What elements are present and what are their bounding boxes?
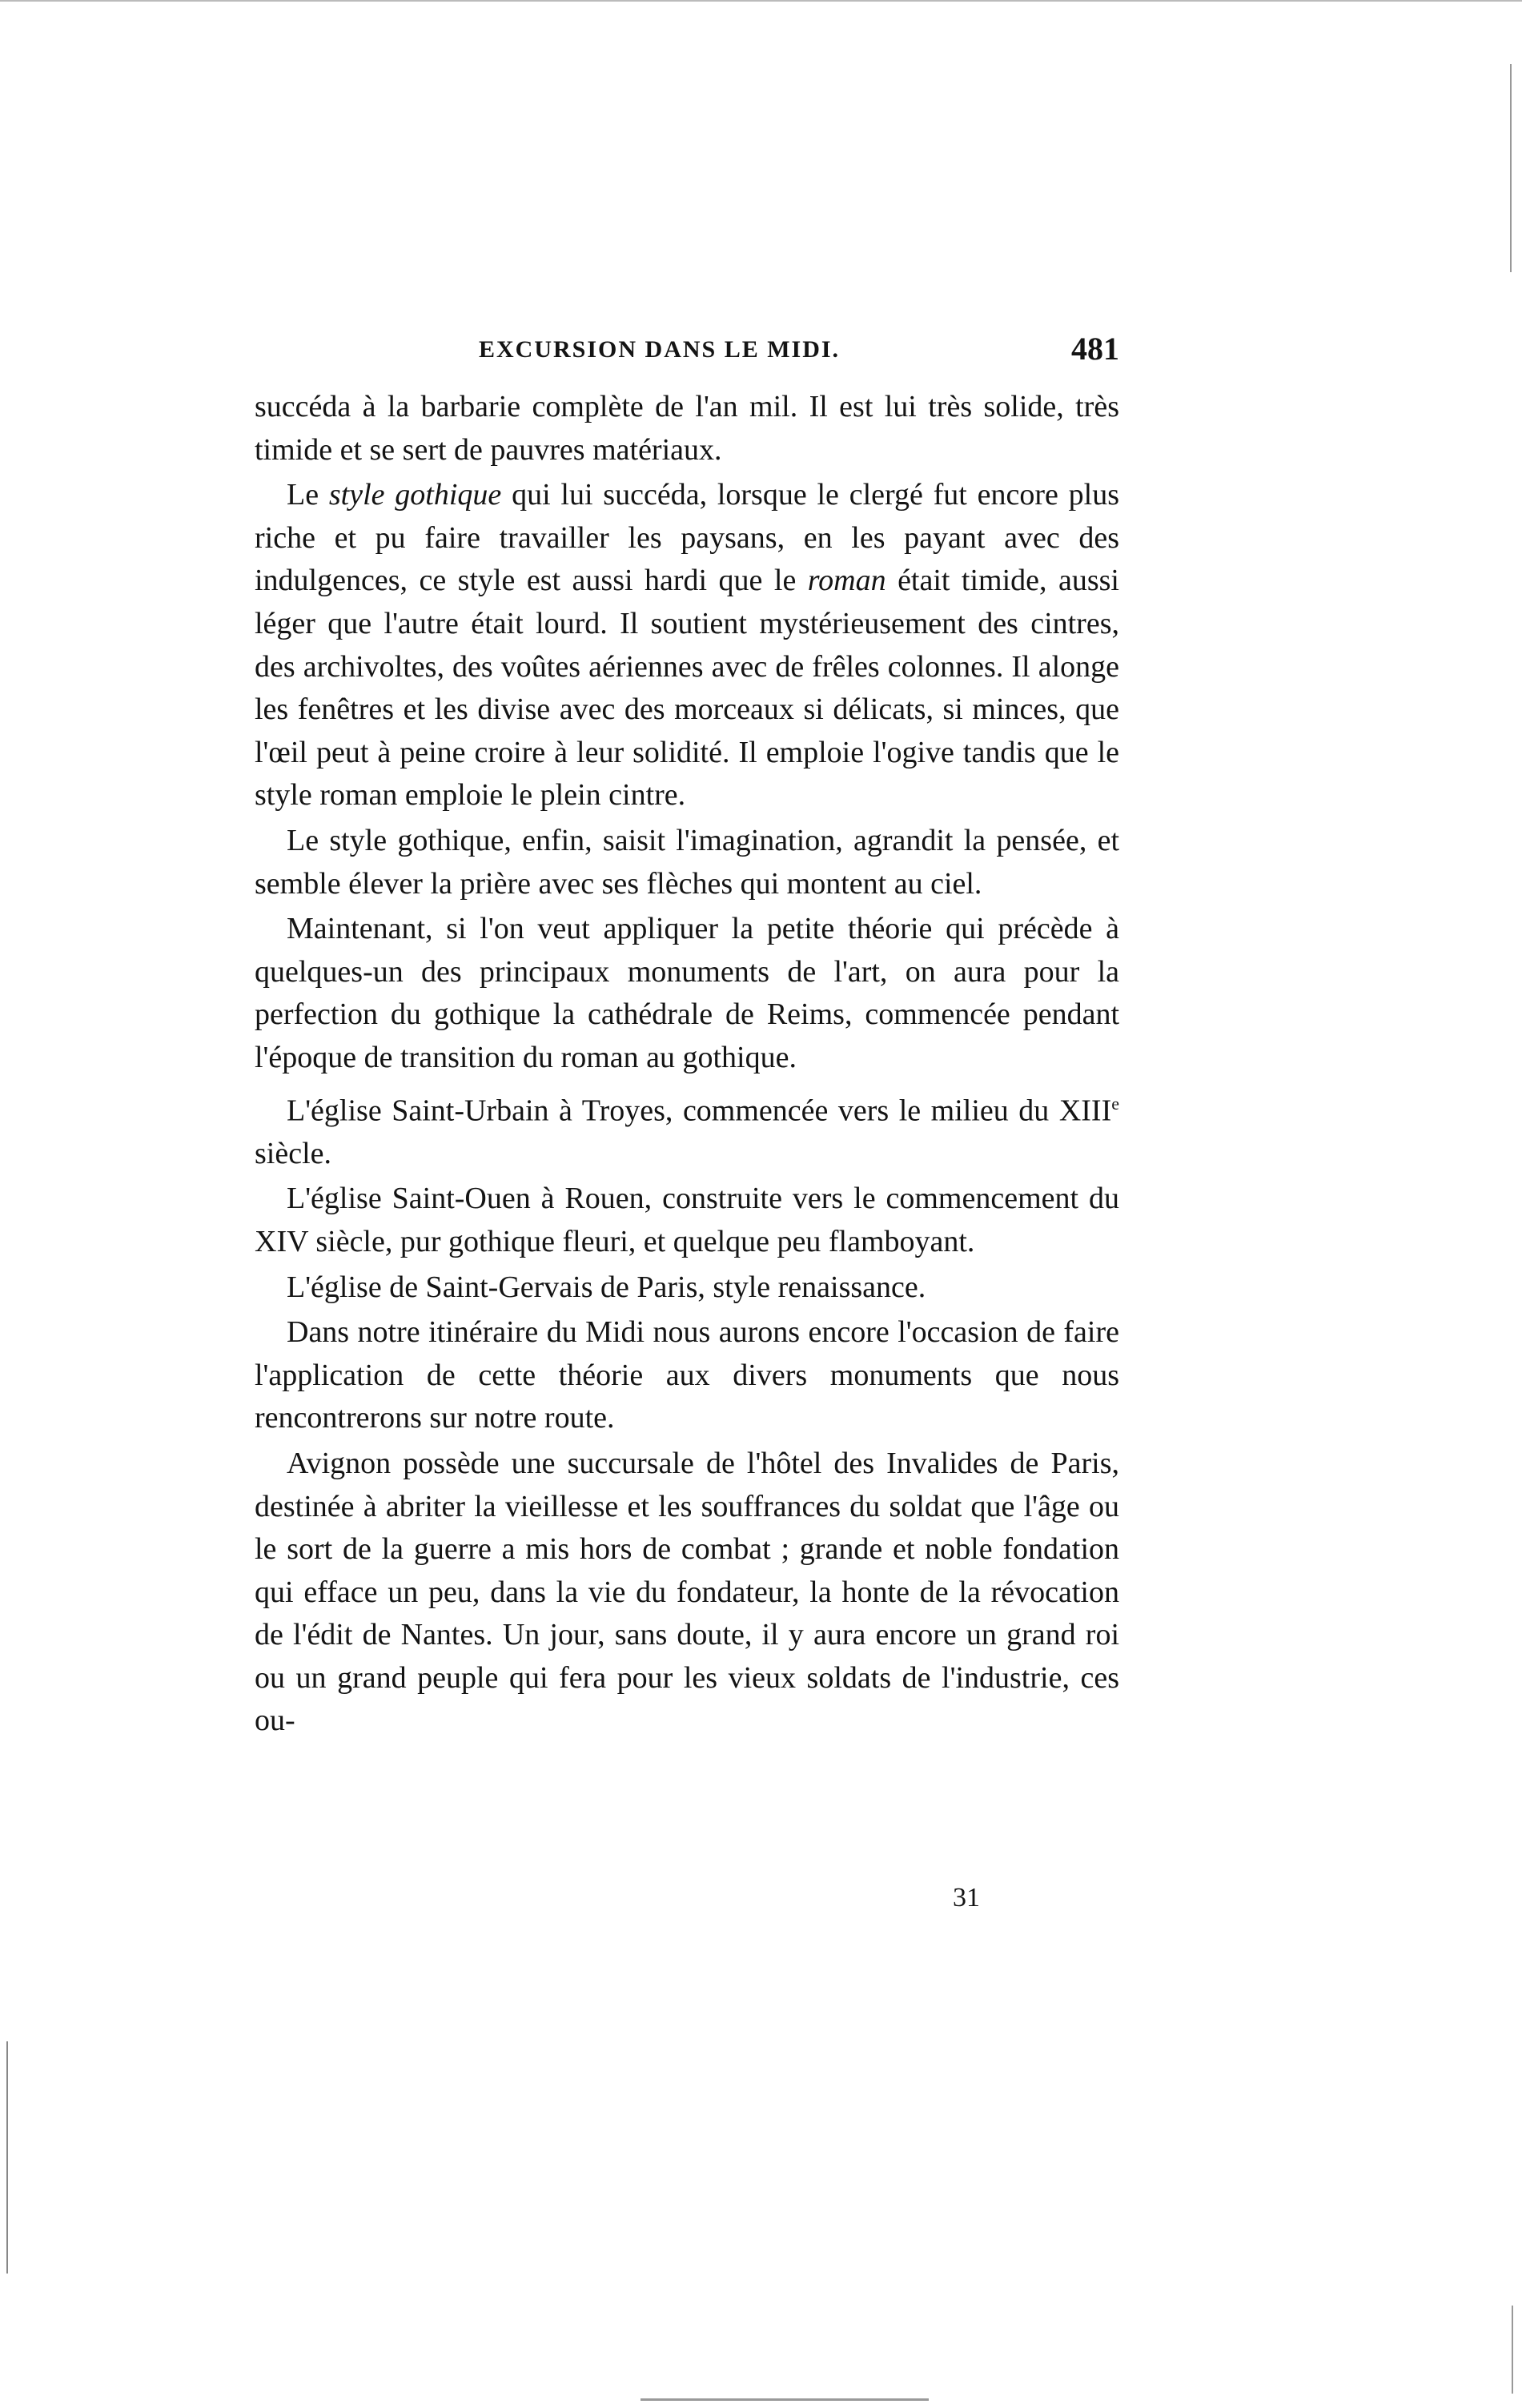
paragraph (255, 1178, 1119, 1263)
paragraph-text: siècle. (255, 1136, 332, 1170)
running-title: EXCURSION DANS LE MIDI. (479, 336, 841, 363)
top-scan-edge (0, 0, 1522, 2)
paragraph-text: L'église de Saint-Gervais de Paris, style renaissance. (287, 1270, 926, 1304)
superscript: e (1111, 1093, 1119, 1114)
paragraph-text: Le (287, 478, 329, 512)
right-scan-edge-lower (1512, 2306, 1513, 2394)
running-head (255, 333, 1119, 373)
paragraph-text: qui lui succéda, lorsque le clergé fut encore plus riche et pu faire travailler les paysans, en les payant avec des indulgences, ce style est aussi hardi que le (255, 478, 1120, 598)
body-text (255, 386, 1119, 1743)
paragraph (255, 820, 1119, 905)
paragraph-text: L'église Saint-Urbain à Troyes, commencée vers le milieu du XIII (287, 1094, 1112, 1128)
paragraph (255, 386, 1119, 472)
page-number: 481 (1071, 331, 1119, 367)
paragraph-text: Le style gothique, enfin, saisit l'imagination, agrandit la pensée, et semble élever la prière avec ses flèches qui montent au ciel. (255, 823, 1119, 901)
paragraph-text: Maintenant, si l'on veut appliquer la petite théorie qui précède à quelques-un des principaux monuments de l'art, on aura pour la perfection du gothique la cathédrale de Reims, commencée pendant l'époque de transition du roman au gothique. (255, 912, 1119, 1074)
paragraph-text: Dans notre itinéraire du Midi nous aurons encore l'occasion de faire l'application de cette théorie aux divers monuments que nous rencontrerons sur notre route. (255, 1315, 1119, 1435)
italic-term: roman (807, 564, 886, 598)
paragraph (255, 1266, 1119, 1310)
right-scan-edge (1510, 64, 1512, 272)
signature-mark: 31 (953, 1883, 980, 1912)
paragraph-text: succéda à la barbarie complète de l'an mil. Il est lui très solide, très timide et se sert de pauvres matériaux. (255, 390, 1119, 467)
italic-term: style gothique (328, 478, 502, 512)
left-scan-edge (6, 2041, 8, 2274)
paragraph (255, 474, 1119, 817)
paragraph (255, 1311, 1119, 1440)
paragraph-text: Avignon possède une succursale de l'hôtel des Invalides de Paris, destinée à abriter la vieillesse et les souffrances du soldat que l'âge ou le sort de la guerre a mis hors de combat ; grande et noble fondation qui efface un peu, dans la vie du fondateur, la honte de la révocation de l'édit de Nantes. Un jour, sans doute, il y aura encore un grand roi ou un grand peuple qui fera pour les vieux soldats de l'industrie, ces ou- (255, 1446, 1119, 1738)
paragraph (255, 908, 1119, 1079)
paragraph (255, 1082, 1119, 1176)
bottom-scan-edge (641, 2398, 929, 2401)
paragraph-text: était timide, aussi léger que l'autre était lourd. Il soutient mystérieusement des cintres, des archivoltes, des voûtes aériennes avec de frêles colonnes. Il alonge les fenêtres et les divise avec des morceaux si délicats, si minces, que l'œil peut à peine croire à leur solidité. Il emploie l'ogive tandis que le style roman emploie le plein cintre. (255, 564, 1119, 813)
paragraph (255, 1443, 1119, 1743)
paragraph-text: L'église Saint-Ouen à Rouen, construite vers le commencement du XIV siècle, pur gothique fleuri, et quelque peu flamboyant. (255, 1182, 1119, 1258)
